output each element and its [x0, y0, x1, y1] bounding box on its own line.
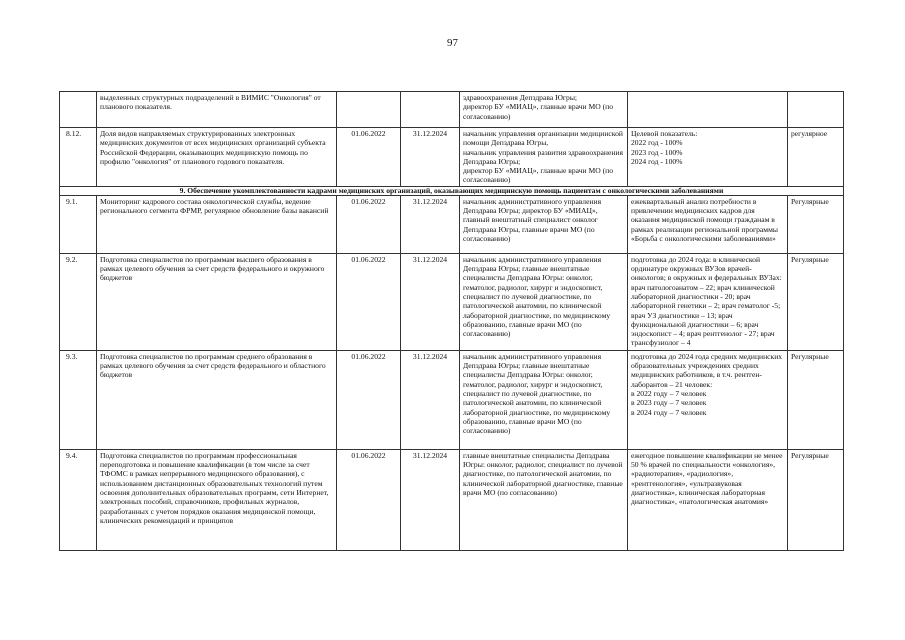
responsible-cell: начальник административного управления Депздрава Югры; директор БУ «МИАЦ», главный внештатный специалист онколог Депздрава Югры, главные врачи МО (по согласованию) — [460, 195, 628, 253]
event-cell: Подготовка специалистов по программам профессиональная переподготовка и повышение квалификации (в том числе за счет ТФОМС в рамках непрерывного медицинского образования), с использованием дистанционных образовательных технологий путем освоения дополнительных образовательных программ, сети Интернет, электронных пособий, справочников, профильных журналов, разработанных с учетом порядков оказания медицинской помощи, клинических рекомендаций и принципов — [97, 449, 337, 550]
start-date-cell: 01.06.2022 — [337, 195, 401, 253]
row-number: 9.4. — [60, 449, 97, 550]
start-date-cell: 01.06.2022 — [337, 253, 401, 350]
row-number: 9.1. — [60, 195, 97, 253]
row-number: 8.12. — [60, 128, 97, 187]
result-cell: подготовка до 2024 года: в клинической ординатуре окружных ВУЗов врачей-онкологов; в окружных и федеральных ВУЗах: врач патологоанатом – 22; врач клинической лабораторной диагностики - 20; врач лабораторной генетики – 2; врач гематолог -5; врач УЗ диагностики – 13; врач функциональной диагностики – 6; врач эндоскопист – 4; врач рентгенолог - 27; врач трансфузиолог – 4 — [628, 253, 788, 350]
table-row — [60, 350, 844, 449]
type-cell: регулярное — [788, 128, 844, 187]
responsible-cell: здравоохранения Депздрава Югры; директор БУ «МИАЦ», главные врачи МО (по согласованию) — [460, 92, 628, 128]
end-date-cell: 31.12.2024 — [401, 350, 460, 449]
end-date-cell: 31.12.2024 — [401, 253, 460, 350]
start-date-cell: 01.06.2022 — [337, 449, 401, 550]
type-cell: Регулярные — [788, 195, 844, 253]
result-cell: ежеквартальный анализ потребности в привлечении медицинских кадров для оказания медицинской помощи гражданам в рамках реализации региональной программы «Борьба с онкологическими заболеваниями» — [628, 195, 788, 253]
responsible-cell: начальник управления организации медицинской помощи Депздрава Югры, начальник управления развития здравоохранения Депздрава Югры; директор БУ «МИАЦ», главные врачи МО (по согласованию) — [460, 128, 628, 187]
type-cell — [788, 92, 844, 128]
table-row — [60, 195, 844, 253]
result-cell — [628, 92, 788, 128]
row-number — [60, 92, 97, 128]
page-number: 97 — [447, 37, 458, 49]
event-cell: Доля видов направляемых структурированных электронных медицинских документов от всех медицинских организаций субъекта Российской Федерации, оказывающих медицинскую помощь по профилю "онкология" от планового годового показателя. — [97, 128, 337, 187]
responsible-cell: начальник административного управления Депздрава Югры; главные внештатные специалисты Депздрава Югры: онколог, гематолог, радиолог, хирург и эндоскопист, специалист по лучевой диагностике, по патологической анатомии, по клинической лабораторной диагностике, по медицинскому образованию, главные врачи МО (по согласованию) — [460, 350, 628, 449]
event-cell: выделенных структурных подразделений в ВИМИС "Онкология" от планового показателя. — [97, 92, 337, 128]
table-row — [60, 92, 844, 128]
start-date-cell: 01.06.2022 — [337, 128, 401, 187]
row-number: 9.3. — [60, 350, 97, 449]
table-row — [60, 449, 844, 550]
end-date-cell: 31.12.2024 — [401, 128, 460, 187]
responsible-cell: начальник административного управления Депздрава Югры; главные внештатные специалисты Депздрава Югры: онколог, гематолог, радиолог, хирург и эндоскопист, специалист по лучевой диагностике, по патологической анатомии, по клинической лабораторной диагностике, по медицинскому образованию, главные врачи МО (по согласованию) — [460, 253, 628, 350]
section-title: 9. Обеспечение укомплектованности кадрами медицинских организаций, оказывающих медицинскую помощь пациентам с онкологическими заболеваниями — [60, 186, 844, 195]
section-header-row — [60, 186, 844, 195]
row-number: 9.2. — [60, 253, 97, 350]
type-cell: Регулярные — [788, 350, 844, 449]
start-date-cell — [337, 92, 401, 128]
event-cell: Мониторинг кадрового состава онкологической службы, ведение регионального сегмента ФРМР, регулярное обновление базы вакансий — [97, 195, 337, 253]
table-row — [60, 253, 844, 350]
end-date-cell: 31.12.2024 — [401, 195, 460, 253]
measures-table — [59, 91, 844, 551]
start-date-cell: 01.06.2022 — [337, 350, 401, 449]
end-date-cell: 31.12.2024 — [401, 449, 460, 550]
responsible-cell: главные внештатные специалисты Депздрава Югры: онколог, радиолог, специалист по лучевой диагностике, по патологической анатомии, по клинической лабораторной диагностике, главные врачи МО (по согласованию) — [460, 449, 628, 550]
event-cell: Подготовка специалистов по программам среднего образования в рамках целевого обучения за счет средств федерального и областного бюджетов — [97, 350, 337, 449]
table-row — [60, 128, 844, 187]
result-cell: подготовка до 2024 года средних медицинских образовательных учреждениях средних медицинских работников, в т.ч. рентген-лаборантов – 21 человек: в 2022 году – 7 человек в 2023 году – 7 человек в 2024 году – 7 человек — [628, 350, 788, 449]
result-cell: ежегодное повышение квалификации не менее 50 % врачей по специальности «онкология», «радиотерапия», «радиология», «рентгенология», «ультразвуковая диагностика», клиническая лабораторная диагностика», «патологическая анатомия» — [628, 449, 788, 550]
type-cell: Регулярные — [788, 449, 844, 550]
type-cell: Регулярные — [788, 253, 844, 350]
end-date-cell — [401, 92, 460, 128]
result-cell: Целевой показатель: 2022 год - 100% 2023 год - 100% 2024 год - 100% — [628, 128, 788, 187]
event-cell: Подготовка специалистов по программам высшего образования в рамках целевого обучения за счет средств федерального и окружного бюджетов — [97, 253, 337, 350]
